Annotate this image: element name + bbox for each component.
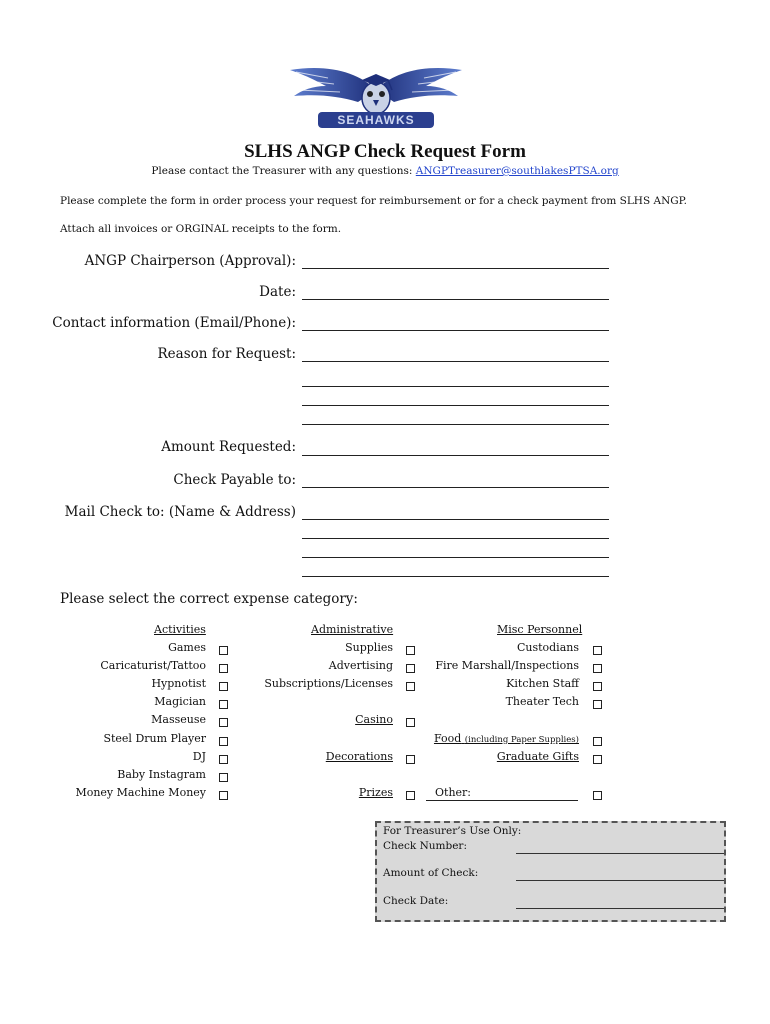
treasurer-use-box: [375, 821, 726, 922]
admin-item-label: Subscriptions/Licenses: [264, 677, 393, 690]
reason-field-line-4[interactable]: [302, 424, 609, 425]
date-label: Date:: [259, 284, 296, 300]
check-number-label: Check Number:: [383, 840, 467, 852]
casino-label: Casino: [355, 713, 393, 726]
money-machine-checkbox[interactable]: [219, 791, 228, 800]
admin-item-label: Supplies: [345, 641, 393, 654]
food-text: Food: [433, 732, 462, 745]
subscriptions-checkbox[interactable]: [406, 682, 415, 691]
supplies-checkbox[interactable]: [406, 646, 415, 655]
advertising-checkbox[interactable]: [406, 664, 415, 673]
amount-of-check-label: Amount of Check:: [383, 867, 479, 879]
prizes-label: Prizes: [358, 786, 393, 799]
check-date-label: Check Date:: [383, 895, 449, 907]
dj-checkbox[interactable]: [219, 755, 228, 764]
decorations-checkbox[interactable]: [406, 755, 415, 764]
misc-item-label: Kitchen Staff: [506, 677, 579, 690]
mail-field-line-3[interactable]: [302, 557, 609, 558]
payable-label: Check Payable to:: [173, 472, 296, 488]
treasurer-contact-line: [0, 165, 770, 177]
activity-item-label: DJ: [192, 750, 206, 763]
graduate-gifts-label: Graduate Gifts: [496, 750, 579, 763]
contact-prefix: Please contact the Treasurer with any questions:: [151, 165, 416, 177]
activity-item-label: Caricaturist/Tattoo: [100, 659, 206, 672]
activity-item-label: Baby Instagram: [117, 768, 206, 781]
casino-checkbox[interactable]: [406, 718, 415, 727]
contact-info-field[interactable]: [302, 330, 609, 331]
masseuse-checkbox[interactable]: [219, 718, 228, 727]
food-note: (including Paper Supplies): [464, 735, 579, 745]
page-title: SLHS ANGP Check Request Form: [244, 141, 526, 162]
amount-field[interactable]: [302, 455, 609, 456]
instructions-line-2: Attach all invoices or ORGINAL receipts to the form.: [60, 223, 342, 235]
kitchen-staff-checkbox[interactable]: [593, 682, 602, 691]
chairperson-field[interactable]: [302, 268, 609, 269]
reason-label: Reason for Request:: [157, 346, 296, 362]
mail-field-line-4[interactable]: [302, 576, 609, 577]
hypnotist-checkbox[interactable]: [219, 682, 228, 691]
amount-label: Amount Requested:: [161, 439, 296, 455]
treasurer-email-link[interactable]: ANGPTreasurer@southlakesPTSA.org: [415, 165, 619, 177]
fire-marshall-checkbox[interactable]: [593, 664, 602, 673]
baby-instagram-checkbox[interactable]: [219, 773, 228, 782]
food-checkbox[interactable]: [593, 737, 602, 746]
other-field[interactable]: [426, 800, 578, 801]
activities-header: Activities: [154, 623, 206, 636]
decorations-label: Decorations: [325, 750, 393, 763]
caricaturist-checkbox[interactable]: [219, 664, 228, 673]
administrative-header: Administrative: [311, 623, 394, 636]
misc-item-label: Custodians: [516, 641, 579, 654]
activity-item-label: Steel Drum Player: [103, 732, 206, 745]
check-number-field[interactable]: [516, 853, 724, 854]
custodians-checkbox[interactable]: [593, 646, 602, 655]
seahawks-logo: [288, 62, 464, 130]
steel-drum-checkbox[interactable]: [219, 737, 228, 746]
payable-field[interactable]: [302, 487, 609, 488]
activity-item-label: Money Machine Money: [75, 786, 206, 799]
reason-field-line-2[interactable]: [302, 386, 609, 387]
misc-item-label: Theater Tech: [505, 695, 579, 708]
reason-field-line-3[interactable]: [302, 405, 609, 406]
misc-personnel-header: Misc Personnel: [497, 623, 583, 636]
contact-info-label: Contact information (Email/Phone):: [52, 315, 296, 331]
treasurer-heading: For Treasurer’s Use Only:: [383, 825, 522, 837]
misc-item-label: Fire Marshall/Inspections: [435, 659, 579, 672]
food-label: [434, 732, 579, 745]
amount-of-check-field[interactable]: [516, 880, 724, 881]
graduate-gifts-checkbox[interactable]: [593, 755, 602, 764]
activity-item-label: Magician: [154, 695, 206, 708]
other-checkbox[interactable]: [593, 791, 602, 800]
reason-field-line-1[interactable]: [302, 361, 609, 362]
chairperson-label: ANGP Chairperson (Approval):: [84, 253, 296, 269]
games-checkbox[interactable]: [219, 646, 228, 655]
activity-item-label: Masseuse: [151, 713, 206, 726]
magician-checkbox[interactable]: [219, 700, 228, 709]
date-field[interactable]: [302, 299, 609, 300]
prizes-checkbox[interactable]: [406, 791, 415, 800]
other-label: Other:: [435, 786, 471, 799]
mail-field-line-2[interactable]: [302, 538, 609, 539]
activity-item-label: Games: [168, 641, 206, 654]
theater-tech-checkbox[interactable]: [593, 700, 602, 709]
admin-item-label: Advertising: [328, 659, 393, 672]
category-prompt: Please select the correct expense category:: [60, 591, 358, 607]
logo-wordmark: SEAHAWKS: [337, 113, 415, 127]
instructions-line-1: Please complete the form in order process your request for reimbursement or for a check payment from SLHS ANGP.: [60, 195, 687, 207]
activity-item-label: Hypnotist: [151, 677, 206, 690]
check-date-field[interactable]: [516, 908, 724, 909]
mail-check-label: Mail Check to: (Name & Address): [64, 504, 296, 520]
mail-field-line-1[interactable]: [302, 519, 609, 520]
